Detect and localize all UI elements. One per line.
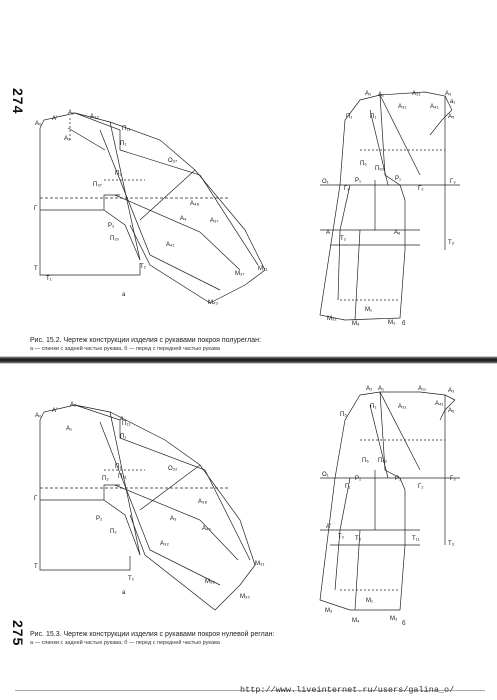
- svg-text:Р₁: Р₁: [395, 176, 402, 182]
- svg-text:Т₃: Т₃: [448, 541, 455, 547]
- top-caption-subtitle: а — спинки с задней частью рукава, б — перед с передней частью рукава: [30, 346, 220, 352]
- svg-text:Т₃: Т₃: [448, 240, 455, 246]
- svg-text:П₆: П₆: [360, 161, 367, 167]
- svg-text:А': А': [52, 408, 58, 414]
- top-figure-a-labels: [34, 110, 267, 306]
- top-caption-title: Рис. 15.2. Чертеж конструкции изделия с рукавами покроя полуреглан:: [30, 337, 261, 344]
- page-number-top: 274: [10, 88, 26, 115]
- top-figure-caption: [30, 336, 261, 354]
- svg-text:М₄: М₄: [352, 618, 360, 624]
- svg-text:М₃: М₃: [390, 616, 398, 622]
- svg-text:Г: Г: [34, 496, 38, 502]
- svg-text:А₈: А₈: [394, 230, 401, 236]
- svg-text:М₃: М₃: [388, 320, 396, 326]
- svg-text:А₃₁: А₃₁: [398, 404, 407, 410]
- svg-text:А₄₁: А₄₁: [166, 242, 175, 248]
- svg-text:А: А: [326, 230, 331, 236]
- svg-text:А₅: А₅: [448, 114, 455, 120]
- svg-text:П₂: П₂: [115, 464, 122, 470]
- svg-text:А₃: А₃: [445, 91, 452, 97]
- top-fig-b-letter: б: [402, 321, 406, 327]
- svg-text:Т₂: Т₂: [340, 236, 346, 242]
- svg-text:Т₁: Т₁: [46, 276, 52, 282]
- svg-text:П₂: П₂: [110, 529, 117, 535]
- svg-text:Р₁: Р₁: [395, 476, 402, 482]
- svg-text:П₆₂: П₆₂: [378, 458, 388, 464]
- svg-text:А₃₈: А₃₈: [198, 499, 207, 505]
- svg-text:А₄₁: А₄₁: [435, 401, 444, 407]
- svg-text:Т₂: Т₂: [140, 264, 146, 270]
- top-fig-a-letter: а: [122, 292, 126, 298]
- svg-text:А₁: А₁: [64, 136, 71, 142]
- footer-url: http://www.liveinternet.ru/users/galina_o/: [240, 685, 455, 695]
- svg-text:П₂: П₂: [102, 476, 109, 482]
- svg-text:А₀: А₀: [35, 413, 42, 419]
- svg-text:П₁₁: П₁₁: [122, 421, 131, 427]
- svg-text:М₄₃: М₄₃: [208, 300, 218, 306]
- page-divider: [0, 356, 497, 364]
- svg-text:Г₃: Г₃: [450, 476, 456, 482]
- svg-text:М₄: М₄: [352, 321, 360, 327]
- svg-text:А': А': [326, 524, 332, 530]
- svg-text:П₁: П₁: [346, 114, 353, 120]
- svg-text:А₄₈: А₄₈: [190, 201, 199, 207]
- bottom-caption-title: Рис. 15.3. Чертеж конструкции изделия с рукавами покроя нулевой реглан:: [30, 631, 275, 638]
- top-figure-b-drawing: [320, 92, 460, 320]
- svg-text:А₂: А₂: [70, 402, 77, 408]
- svg-text:М₃₁: М₃₁: [258, 266, 268, 272]
- svg-text:А₂: А₂: [365, 91, 372, 97]
- bottom-figure-caption: [30, 630, 274, 648]
- svg-text:А₄₁: А₄₁: [430, 104, 439, 110]
- bottom-fig-b-letter: б: [402, 621, 406, 627]
- svg-text:П₁: П₁: [370, 404, 377, 410]
- svg-text:П₁₁: П₁₁: [122, 126, 131, 132]
- svg-text:А₃₁: А₃₁: [412, 91, 421, 97]
- svg-text:Г₃: Г₃: [450, 179, 456, 185]
- bottom-caption-subtitle: а — спинки с задней частью рукава; б — перед с передней частью рукава: [30, 640, 220, 646]
- svg-text:О₁: О₁: [322, 179, 329, 185]
- svg-text:П₁: П₁: [120, 141, 127, 147]
- svg-text:а₁: а₁: [450, 99, 456, 105]
- svg-text:Т₂: Т₂: [128, 576, 134, 582]
- top-figure-b-labels: [322, 91, 456, 327]
- bottom-fig-a-letter: а: [122, 590, 126, 596]
- svg-text:А₃₁: А₃₁: [398, 104, 407, 110]
- svg-text:А₄: А₄: [180, 216, 187, 222]
- svg-text:А₃: А₃: [448, 388, 455, 394]
- svg-text:А₂: А₂: [366, 386, 373, 392]
- svg-text:А₃₂: А₃₂: [160, 541, 169, 547]
- svg-text:А₁: А₁: [378, 92, 385, 98]
- svg-text:М₃: М₃: [325, 608, 333, 614]
- svg-text:П₆: П₆: [362, 458, 369, 464]
- top-figure-a-drawing: [40, 113, 268, 303]
- svg-text:Г₁: Г₁: [344, 186, 350, 192]
- svg-text:О₃₂: О₃₂: [168, 466, 178, 472]
- svg-text:П₁: П₁: [120, 434, 127, 440]
- svg-text:Г₂: Г₂: [418, 186, 424, 192]
- svg-text:М₁: М₁: [366, 598, 374, 604]
- svg-text:О₁: О₁: [322, 472, 329, 478]
- svg-text:Т: Т: [34, 266, 38, 272]
- svg-text:М₃₁: М₃₁: [327, 316, 337, 322]
- svg-text:Г₂: Г₂: [418, 484, 424, 490]
- svg-text:П₂₀: П₂₀: [110, 236, 120, 242]
- svg-text:П₁: П₁: [370, 114, 377, 120]
- svg-text:А₃₇: А₃₇: [210, 218, 219, 224]
- svg-text:П₅: П₅: [340, 412, 347, 418]
- svg-text:М₃₂: М₃₂: [205, 579, 215, 585]
- svg-text:О₃₇: О₃₇: [168, 158, 178, 164]
- svg-text:Р₂: Р₂: [108, 223, 115, 229]
- svg-text:А₃₂: А₃₂: [90, 114, 99, 120]
- bottom-figure-b-drawing: [320, 392, 460, 610]
- svg-text:А₁: А₁: [66, 426, 73, 432]
- svg-text:А₁₁: А₁₁: [418, 386, 427, 392]
- svg-text:Т₃: Т₃: [355, 536, 362, 542]
- svg-text:а: а: [120, 416, 124, 422]
- svg-text:П₆₂: П₆₂: [375, 166, 385, 172]
- svg-text:Т₂: Т₂: [338, 534, 344, 540]
- svg-text:А₃: А₃: [170, 516, 177, 522]
- svg-text:Р₁: Р₁: [355, 178, 362, 184]
- svg-text:А': А': [52, 116, 58, 122]
- svg-text:М₃₇: М₃₇: [235, 271, 245, 277]
- svg-text:П₃₇: П₃₇: [93, 182, 102, 188]
- svg-text:М₃₀: М₃₀: [240, 594, 250, 600]
- svg-text:А₂: А₂: [68, 110, 75, 116]
- bottom-figure-b-labels: [322, 386, 456, 624]
- svg-text:Р₂: Р₂: [96, 516, 103, 522]
- svg-text:Р₁: Р₁: [355, 476, 362, 482]
- svg-text:М₃₁: М₃₁: [255, 561, 265, 567]
- svg-text:А₄₀: А₄₀: [202, 526, 211, 532]
- svg-text:А₁: А₁: [378, 386, 385, 392]
- svg-text:П₃₁: П₃₁: [118, 474, 127, 480]
- svg-text:М₁: М₁: [365, 307, 373, 313]
- page-number-bottom: 275: [10, 620, 26, 647]
- svg-text:Г: Г: [34, 206, 38, 212]
- svg-text:А₅: А₅: [448, 408, 455, 414]
- svg-text:Т₁₁: Т₁₁: [412, 536, 420, 542]
- bottom-figure-a-drawing: [40, 405, 255, 610]
- svg-text:Т: Т: [34, 564, 38, 570]
- svg-text:П₂: П₂: [115, 171, 122, 177]
- svg-text:А₀: А₀: [35, 121, 42, 127]
- svg-text:Г₁: Г₁: [345, 484, 351, 490]
